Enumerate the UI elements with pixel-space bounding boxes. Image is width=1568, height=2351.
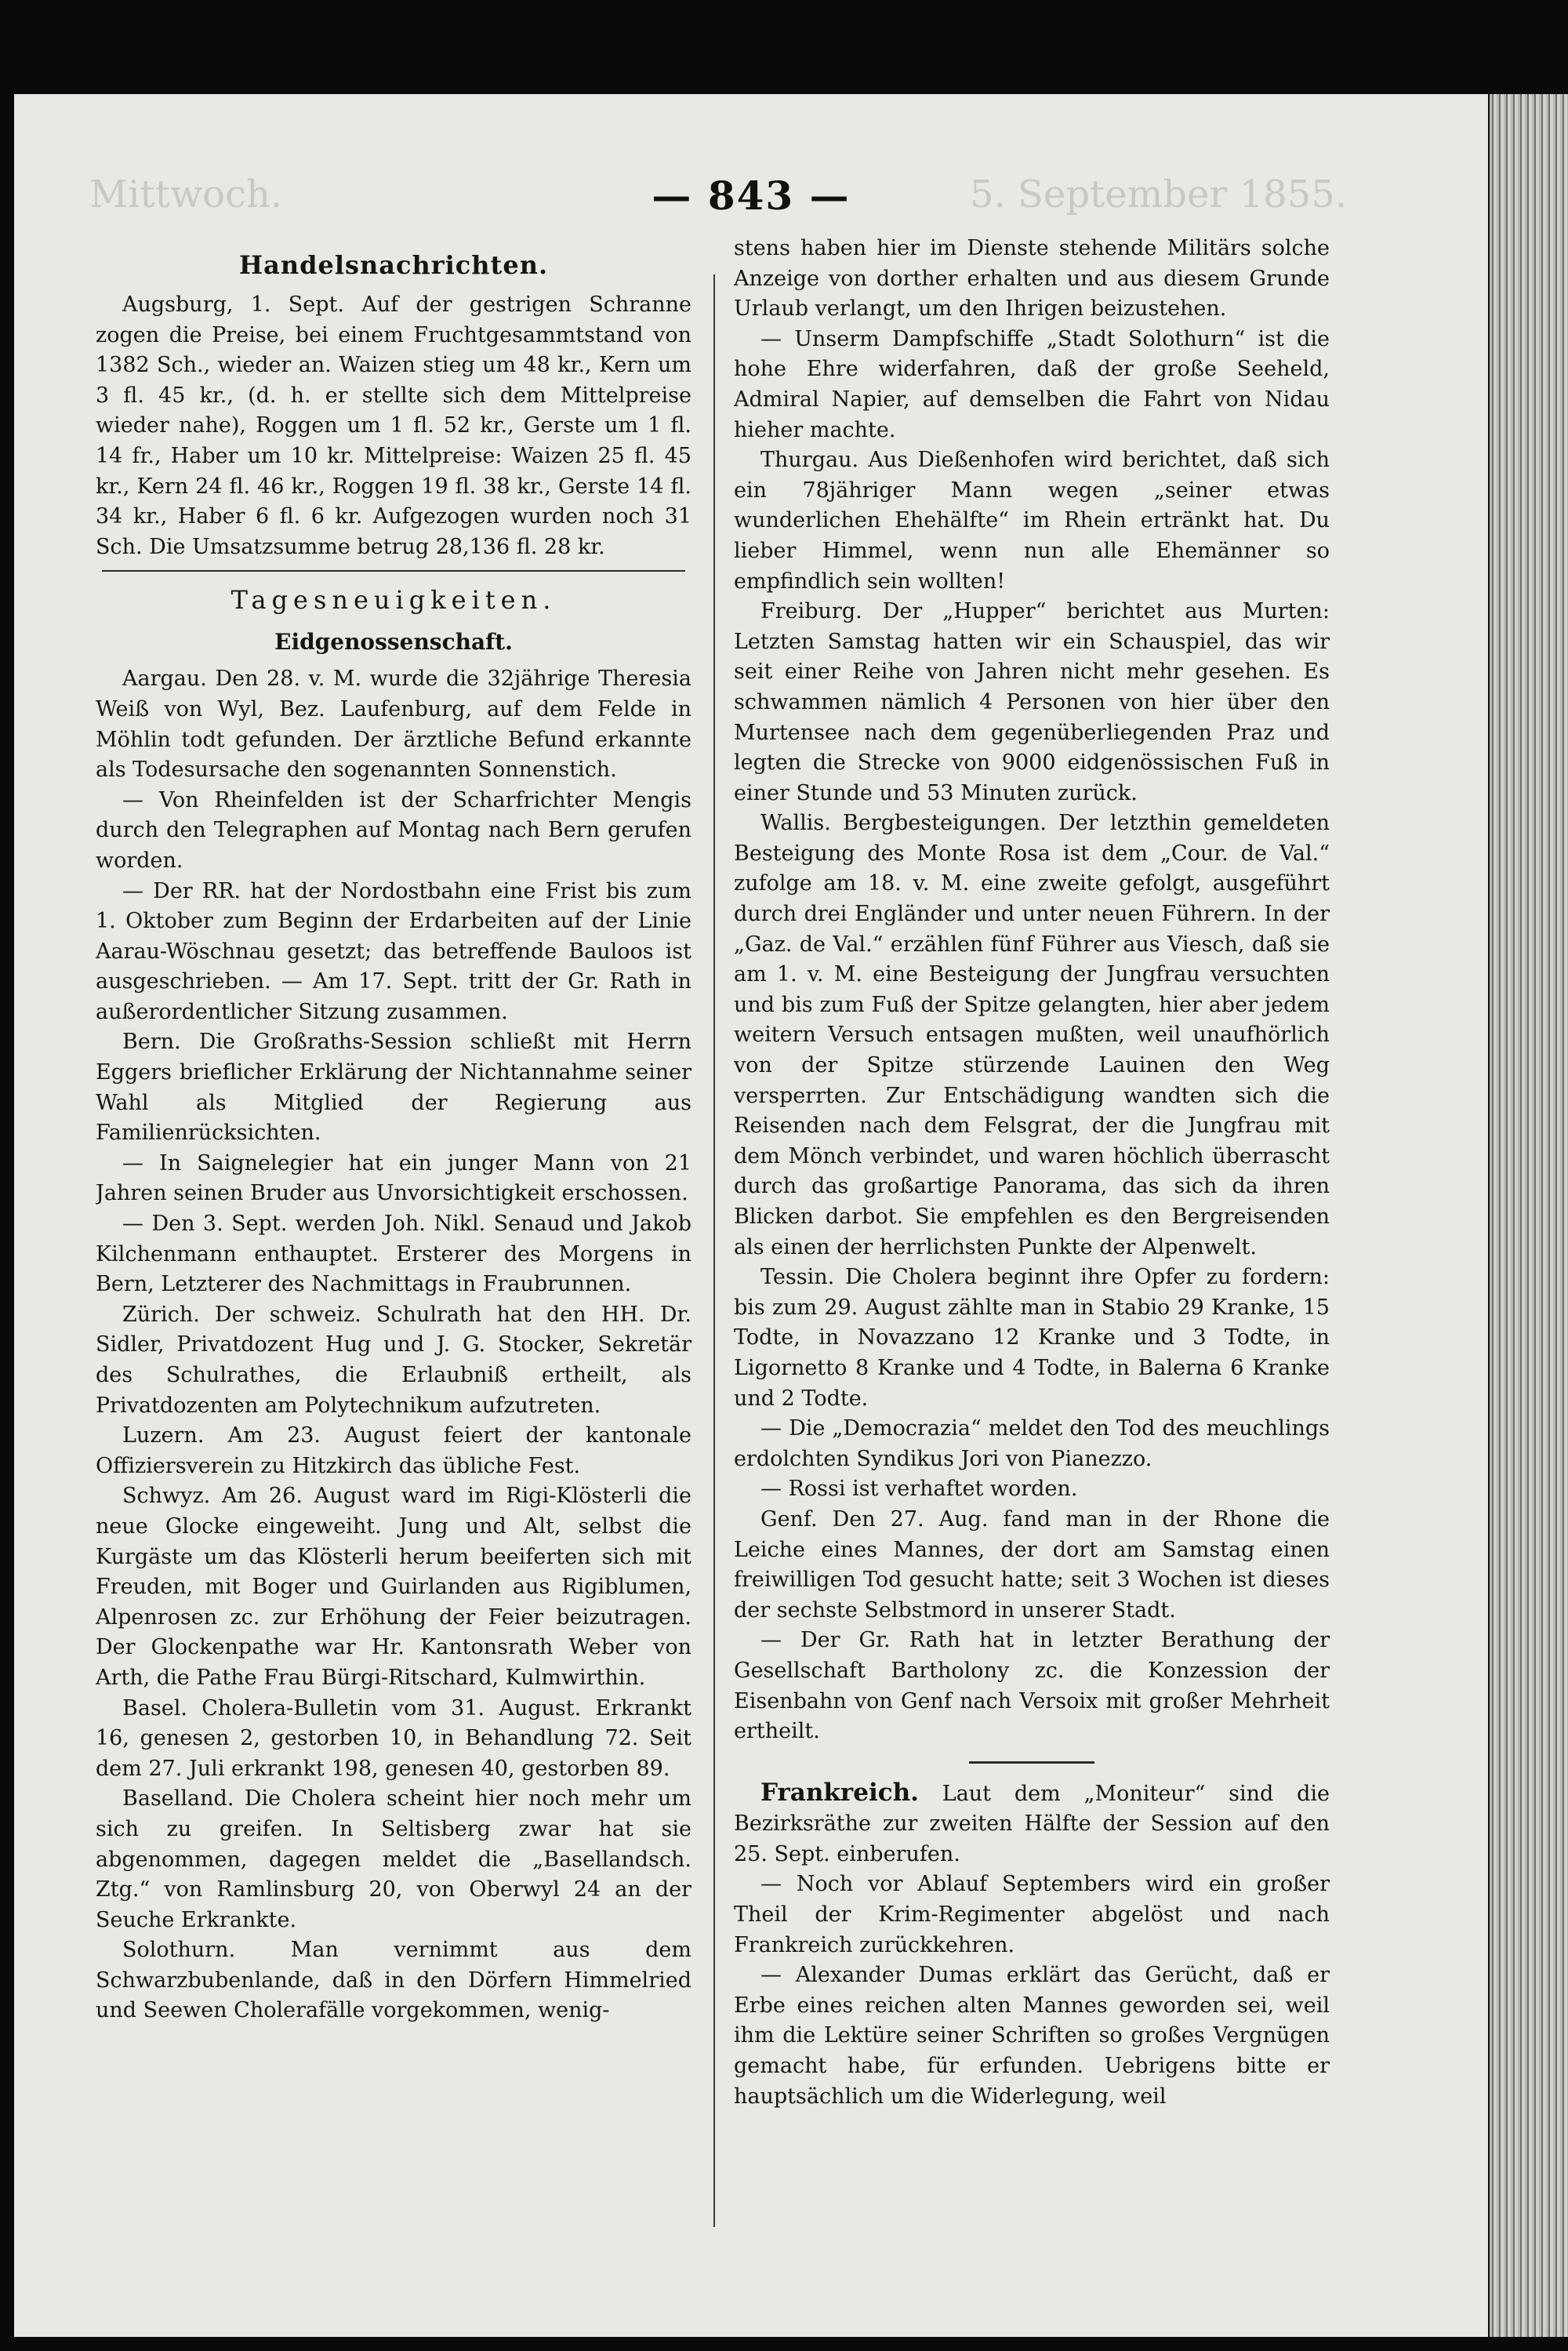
section-title-frankreich: Frankreich.	[760, 1778, 919, 1807]
news-paragraph: Aargau. Den 28. v. M. wurde die 32jährige Theresia Weiß von Wyl, Bez. Laufenburg, auf dem Felde in Möhlin todt gefunden. Der ärztliche Befund erkannte als Todesursache den sogenannten Sonnenstich.	[96, 667, 691, 783]
news-paragraph: — Unserm Dampfschiffe „Stadt Solothurn“ ist die hohe Ehre widerfahren, daß der große Seeheld, Admiral Napier, auf demselben die Fahrt von Nidau hieher machte.	[734, 326, 1330, 442]
news-paragraph: Basel. Cholera-Bulletin vom 31. August. Erkrankt 16, genesen 2, gestorben 10, in Behandlung 72. Seit dem 27. Juli erkrankt 198, genesen 40, gestorben 89.	[96, 1695, 691, 1781]
newspaper-page	[14, 94, 1488, 2337]
news-paragraph: Thurgau. Aus Dießenhofen wird berichtet, daß sich ein 78jähriger Mann wegen „seiner etwas wunderlichen Ehehälfte“ im Rhein ertränkt hat. Du lieber Himmel, wenn nun alle Ehemänner so empfindlich sein wollten!	[734, 448, 1330, 594]
section-title-tages: Tagesneuigkeiten.	[230, 585, 557, 616]
column-divider	[713, 274, 715, 2227]
section-rule	[102, 570, 685, 572]
subsection-title-eidgenossenschaft: Eidgenossenschaft.	[274, 629, 513, 656]
news-paragraph: Freiburg. Der „Hupper“ berichtet aus Murten: Letzten Samstag hatten wir ein Schauspiel, das wir seit einer Reihe von Jahren nicht mehr gesehen. Es schwammen nämlich 4 Personen von hier über den Murtensee nach dem gegenüberliegenden Praz und legten die Strecke von 9000 eidgenössischen Fuß in einer Stunde und 53 Minuten zurück.	[734, 599, 1330, 805]
news-paragraph: — Die „Democrazia“ meldet den Tod des meuchlings erdolchten Syndikus Jori von Pianezzo.	[734, 1416, 1330, 1471]
news-paragraph: Solothurn. Man vernimmt aus dem Schwarzbubenlande, daß in den Dörfern Himmelried und Seewen Cholerafälle vorgekommen, wenig-	[96, 1938, 691, 2023]
news-paragraph: Wallis. Bergbesteigungen. Der letzthin gemeldeten Besteigung des Monte Rosa ist dem „Cour. de Val.“ zufolge am 18. v. M. eine zweite gefolgt, ausgeführt durch drei Engländer und unter neuen Führern. In der „Gaz. de Val.“ erzählen fünf Führer aus Viesch, daß sie am 1. v. M. eine Besteigung der Jungfrau versuchten und bis zum Fuß der Spitze gelangten, hier aber jedem weitern Versuch entsagen mußten, weil unaufhörlich von der Spitze stürzende Lauinen den Weg versperrten. Zur Entschädigung wandten sich die Reisenden nach dem Felsgrat, der die Jungfrau mit dem Mönch verbindet, und waren höchlich überrascht durch das großartige Panorama, das sich da ihren Blicken darbot. Sie empfehlen es den Bergreisenden als einen der herrlichsten Punkte der Alpenwelt.	[734, 811, 1330, 1259]
news-paragraph: Baselland. Die Cholera scheint hier noch mehr um sich zu greifen. In Seltisberg zwar hat sie abgenommen, dagegen meldet die „Basellandsch. Ztg.“ von Ramlinsburg 20, von Oberwyl 24 an der Seuche Erkrankte.	[96, 1786, 691, 1932]
section-title-handel: Handelsnachrichten.	[238, 250, 549, 280]
news-paragraph: — Der Gr. Rath hat in letzter Berathung der Gesellschaft Bartholony zc. die Konzession der Eisenbahn von Genf nach Versoix mit großer Mehrheit ertheilt.	[734, 1628, 1330, 1744]
news-paragraph: — In Saignelegier hat ein junger Mann von 21 Jahren seinen Bruder aus Unvorsichtigkeit erschossen.	[96, 1150, 691, 1206]
news-paragraph: — Rossi ist verhaftet worden.	[760, 1477, 1078, 1502]
ghost-header-left: Mittwoch.	[89, 173, 283, 216]
news-paragraph: Genf. Den 27. Aug. fand man in der Rhone die Leiche eines Mannes, der dort am Samstag einen freiwilligen Tod gesucht hatte; seit 3 Wochen ist dieses der sechste Selbstmord in unserer Stadt.	[734, 1506, 1330, 1622]
news-paragraph: Luzern. Am 23. August feiert der kantonale Offiziersverein zu Hitzkirch das übliche Fest.	[96, 1423, 691, 1478]
frankreich-first-text: Laut dem „Moniteur“ sind die Bezirksräthe zur zweiten Hälfte der Session auf den 25. Sept. einberufen.	[734, 1781, 1330, 1866]
news-paragraph: Schwyz. Am 26. August ward im Rigi-Klösterli die neue Glocke eingeweiht. Jung und Alt, selbst die Kurgäste um das Klösterli herum beeiferten sich mit Freuden, mit Boger und Guirlanden aus Rigiblumen, Alpenrosen zc. zur Erhöhung der Feier beizutragen. Der Glockenpathe war Hr. Kantonsrath Weber von Arth, die Pathe Frau Bürgi-Ritschard, Kulmwirthin.	[96, 1484, 691, 1690]
ghost-header-right: 5. September 1855.	[969, 173, 1347, 216]
news-paragraph: Zürich. Der schweiz. Schulrath hat den HH. Dr. Sidler, Privatdozent Hug und J. G. Stocker, Sekretär des Schulrathes, die Erlaubniß ertheilt, als Privatdozenten am Polytechnikum aufzutreten.	[96, 1302, 691, 1418]
handel-paragraph: Augsburg, 1. Sept. Auf der gestrigen Schranne zogen die Preise, bei einem Fruchtgesammtstand von 1382 Sch., wieder an. Waizen stieg um 48 kr., Kern um 3 fl. 45 kr., (d. h. er stellte sich dem Mittelpreise wieder nahe), Roggen um 1 fl. 52 kr., Gerste um 1 fl. 14 fr., Haber um 10 kr. Mittelpreise: Waizen 25 fl. 45 kr., Kern 24 fl. 46 kr., Roggen 19 fl. 38 kr., Gerste 14 fl. 34 kr., Haber 6 fl. 6 kr. Aufgezogen wurden noch 31 Sch. Die Umsatzsumme betrug 28,136 fl. 28 kr.	[96, 293, 691, 559]
news-paragraph: — Alexander Dumas erklärt das Gerücht, daß er Erbe eines reichen alten Mannes geworden sei, weil ihm die Lektüre seiner Schriften so großes Vergnügen gemacht habe, für erfunden. Uebrigens bitte er hauptsächlich um die Widerlegung, weil	[734, 1963, 1330, 2109]
news-paragraph: — Der RR. hat der Nordostbahn eine Frist bis zum 1. Oktober zum Beginn der Erdarbeiten auf der Linie Aarau-Wöschnau gesetzt; das betreffende Bauloos ist ausgeschrieben. — Am 17. Sept. tritt der Gr. Rath in außerordentlicher Sitzung zusammen.	[96, 878, 691, 1024]
right-column	[734, 234, 1330, 2304]
news-paragraph: stens haben hier im Dienste stehende Militärs solche Anzeige von dorther erhalten und aus diesem Grunde Urlaub verlangt, um den Ihrigen beizustehen.	[734, 236, 1330, 322]
news-paragraph: — Noch vor Ablauf Septembers wird ein großer Theil der Krim-Regimenter abgelöst und nach Frankreich zurückkehren.	[734, 1872, 1330, 1957]
news-paragraph: Tessin. Die Cholera beginnt ihre Opfer zu fordern: bis zum 29. August zählte man in Stabio 29 Kranke, 15 Todte, in Novazzano 12 Kranke und 3 Todte, in Ligornetto 8 Kranke und 4 Todte, in Balerna 6 Kranke und 2 Todte.	[734, 1265, 1330, 1411]
section-rule-short	[969, 1761, 1094, 1764]
news-paragraph: Bern. Die Großraths-Session schließt mit Herrn Eggers brieflicher Erklärung der Nichtannahme seiner Wahl als Mitglied der Regierung aus Familienrücksichten.	[96, 1030, 691, 1146]
frankreich-first-paragraph	[734, 1778, 1330, 1870]
news-paragraph: — Von Rheinfelden ist der Scharfrichter Mengis durch den Telegraphen auf Montag nach Bern gerufen worden.	[96, 787, 691, 873]
left-column	[96, 234, 691, 2304]
page-number: — 843 —	[652, 173, 851, 219]
book-page-edge	[1490, 94, 1568, 2337]
news-paragraph: — Den 3. Sept. werden Joh. Nikl. Senaud und Jakob Kilchenmann enthauptet. Ersterer des Morgens in Bern, Letzterer des Nachmittags in Fraubrunnen.	[96, 1212, 691, 1297]
